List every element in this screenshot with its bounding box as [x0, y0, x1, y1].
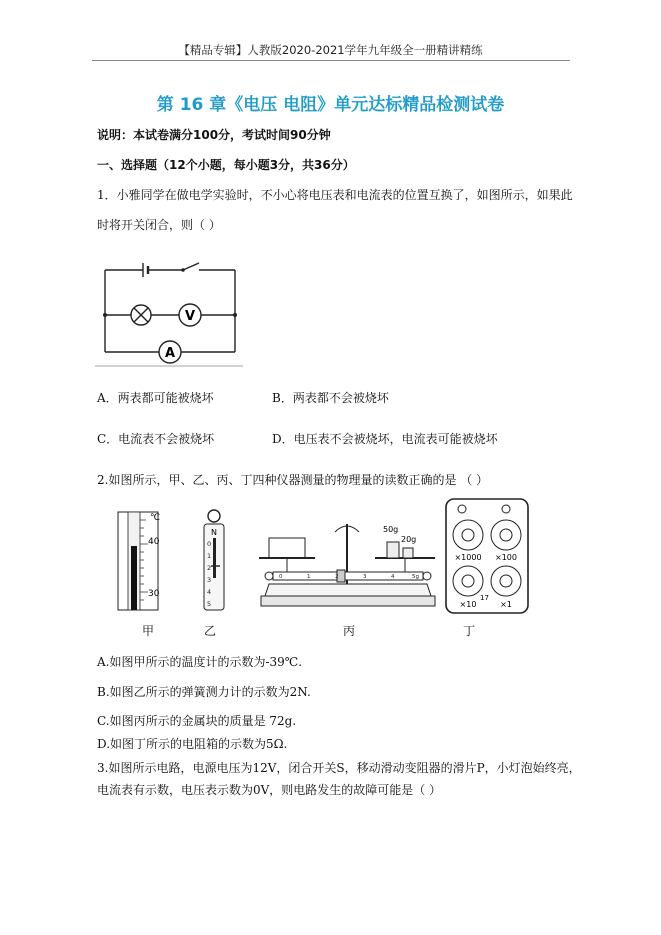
balance-scale-bar	[273, 572, 423, 580]
spring-scale-unit: N	[211, 528, 217, 537]
mult-1000: ×1000	[454, 553, 482, 562]
thermometer-unit: ℃	[150, 513, 161, 523]
balance-tick-2: 2	[335, 574, 339, 580]
balance-figure	[255, 512, 440, 612]
q2-option-d: D.如图丁所示的电阻箱的示数为5Ω.	[97, 737, 288, 751]
q1-circuit-diagram	[95, 255, 245, 370]
balance-tick-4: 4	[391, 574, 395, 580]
balance-tick-1: 1	[307, 574, 311, 580]
q1-option-d: D．电压表不会被烧坏，电流表可能被烧坏	[272, 432, 498, 446]
resistance-box-figure	[444, 497, 530, 615]
q1-stem-line2: 时将开关闭合，则（ ）	[97, 218, 221, 232]
q1-option-c: C．电流表不会被烧坏	[97, 432, 215, 446]
section-heading: 一、选择题（12个小题，每小题3分，共36分）	[97, 158, 355, 172]
header-divider	[92, 60, 570, 61]
exam-title: 第 16 章《电压 电阻》单元达标精品检测试卷	[156, 95, 505, 115]
label-yi: 乙	[204, 624, 217, 638]
q2-option-c: C.如图丙所示的金属块的质量是 72g.	[97, 714, 297, 728]
weight-50g-label: 50g	[383, 525, 399, 534]
spring-tick-3: 3	[207, 576, 212, 584]
q1-option-b: B．两表都不会被烧坏	[272, 391, 389, 405]
ammeter-label: A	[164, 346, 176, 361]
thermometer-tick-40: 40	[148, 537, 160, 547]
balance-tick-3: 3	[363, 574, 367, 580]
label-ding: 丁	[463, 624, 476, 638]
spring-tick-4: 4	[207, 588, 212, 596]
spring-tick-0: 0	[207, 540, 212, 548]
q2-option-b: B.如图乙所示的弹簧测力计的示数为2N.	[97, 685, 311, 699]
spring-tick-1: 1	[207, 552, 212, 560]
thermometer-figure	[110, 508, 170, 613]
balance-tick-0: 0	[279, 574, 283, 580]
label-jia: 甲	[142, 624, 155, 638]
label-bing: 丙	[343, 624, 356, 638]
q2-option-a: A.如图甲所示的温度计的示数为-39℃.	[97, 655, 303, 669]
q1-stem-line1: 1．小雅同学在做电学实验时，不小心将电压表和电流表的位置互换了，如图所示，如果此	[97, 188, 573, 202]
thermometer-liquid	[131, 546, 137, 610]
weight-50g	[387, 542, 399, 558]
q3-stem-line1: 3.如图所示电路，电源电压为12V，闭合开关S，移动滑动变阻器的滑片P，小灯泡始终亮，	[97, 761, 581, 775]
q3-stem-line2: 电流表有示数，电压表示数为0V，则电路发生的故障可能是（ ）	[97, 783, 442, 797]
q1-option-a: A．两表都可能被烧坏	[97, 391, 214, 405]
page-header: 【精品专辑】人教版2020-2021学年九年级全一册精讲精练	[178, 43, 483, 57]
box-number: 17	[480, 594, 489, 602]
mult-100: ×100	[495, 553, 517, 562]
weight-20g	[403, 548, 413, 558]
spring-tick-5: 5	[207, 600, 212, 608]
exam-note: 说明：本试卷满分100分，考试时间90分钟	[97, 128, 331, 142]
weight-20g-label: 20g	[401, 535, 417, 544]
balance-tick-5: 5g	[412, 574, 419, 580]
mult-10: ×10	[459, 600, 477, 609]
spring-scale-figure	[196, 508, 232, 613]
mult-1: ×1	[500, 600, 512, 609]
q2-stem: 2.如图所示，甲、乙、丙、丁四种仪器测量的物理量的读数正确的是 （ ）	[97, 473, 489, 487]
voltmeter-label: V	[184, 309, 196, 324]
metal-block	[269, 538, 305, 558]
spring-tick-2: 2	[207, 564, 212, 572]
spring-scale-spring	[213, 538, 216, 578]
switch-blade	[183, 263, 199, 270]
thermometer-tick-30: 30	[148, 589, 160, 599]
